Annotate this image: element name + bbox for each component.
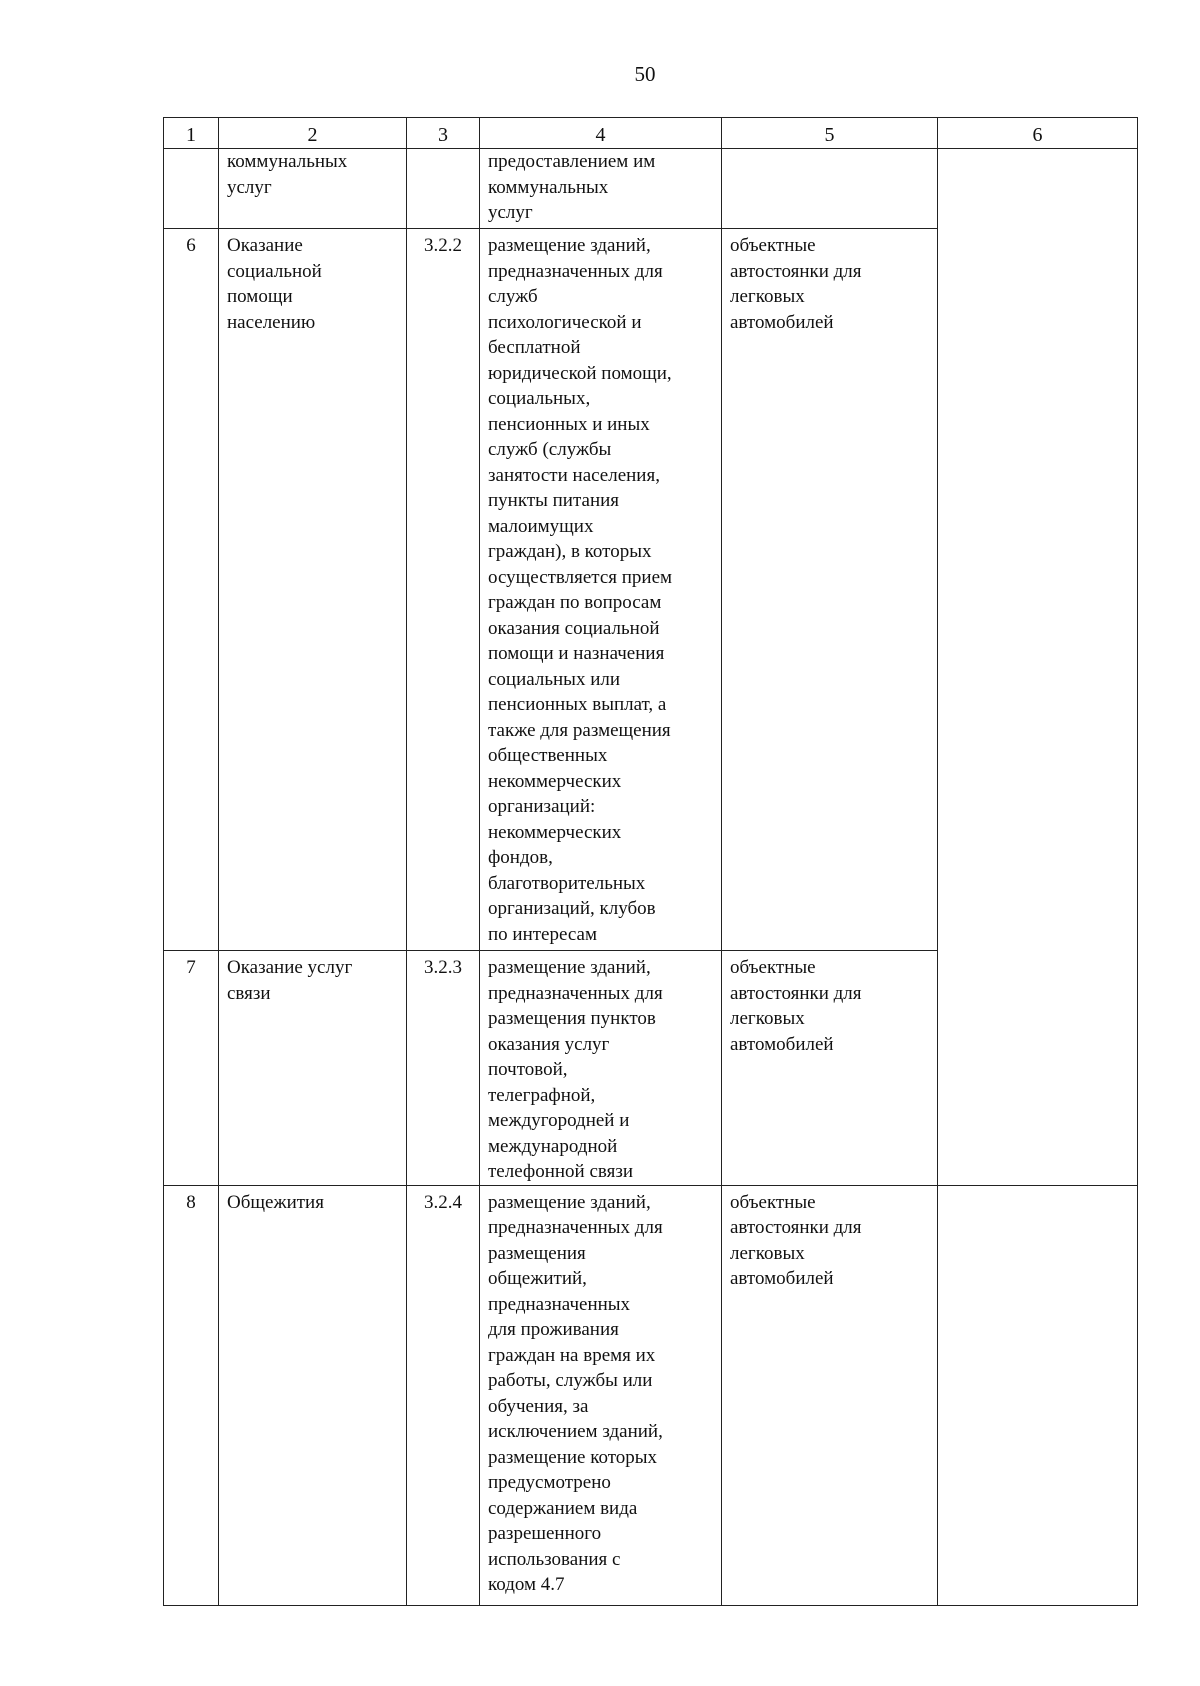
use-description: предоставлением им коммунальных услуг — [480, 149, 722, 229]
use-code: 3.2.3 — [407, 951, 480, 1186]
header-cell: 2 — [219, 118, 407, 149]
extra-cell — [938, 1185, 1138, 1605]
use-description: размещение зданий, предназначенных для служб психологической и бесплатной юридической помощи, социальных, пенсионных и иных служб (службы занятости населения, пункты питания малоимущих граждан), в которых осуществляется прием граждан по вопросам оказания социальной помощи и назначения социальных или пенсионных выплат, а также для размещения общественных некоммерческих организаций: некоммерческих фондов, благотворительных организаций, клубов по интересам — [480, 229, 722, 951]
row-number: 7 — [164, 951, 219, 1186]
header-cell: 4 — [480, 118, 722, 149]
table-row — [164, 1185, 1138, 1605]
header-cell: 3 — [407, 118, 480, 149]
page-number: 50 — [634, 62, 656, 86]
use-description: размещение зданий, предназначенных для размещения пунктов оказания услуг почтовой, телеграфной, междугородней и международной телефонной связи — [480, 951, 722, 1186]
use-name: коммунальных услуг — [219, 149, 407, 229]
parking-type: объектные автостоянки для легковых автомобилей — [722, 229, 938, 951]
row-number: 8 — [164, 1185, 219, 1605]
header-cell: 5 — [722, 118, 938, 149]
table-header-row — [164, 118, 1138, 149]
use-description: размещение зданий, предназначенных для размещения общежитий, предназначенных для проживания граждан на время их работы, службы или обучения, за исключением зданий, размещение которых предусмотрено содержанием вида разрешенного использования с кодом 4.7 — [480, 1185, 722, 1605]
extra-cell — [938, 149, 1138, 1186]
table-row — [164, 149, 1138, 229]
use-code: 3.2.2 — [407, 229, 480, 951]
use-name: Оказание услуг связи — [219, 951, 407, 1186]
header-cell: 1 — [164, 118, 219, 149]
use-code: 3.2.4 — [407, 1185, 480, 1605]
parking-type — [722, 149, 938, 229]
row-number: 6 — [164, 229, 219, 951]
parking-type: объектные автостоянки для легковых автомобилей — [722, 1185, 938, 1605]
header-cell: 6 — [938, 118, 1138, 149]
use-code — [407, 149, 480, 229]
use-name: Общежития — [219, 1185, 407, 1605]
parking-type: объектные автостоянки для легковых автомобилей — [722, 951, 938, 1186]
land-use-table — [163, 117, 1138, 1606]
row-number — [164, 149, 219, 229]
use-name: Оказание социальной помощи населению — [219, 229, 407, 951]
